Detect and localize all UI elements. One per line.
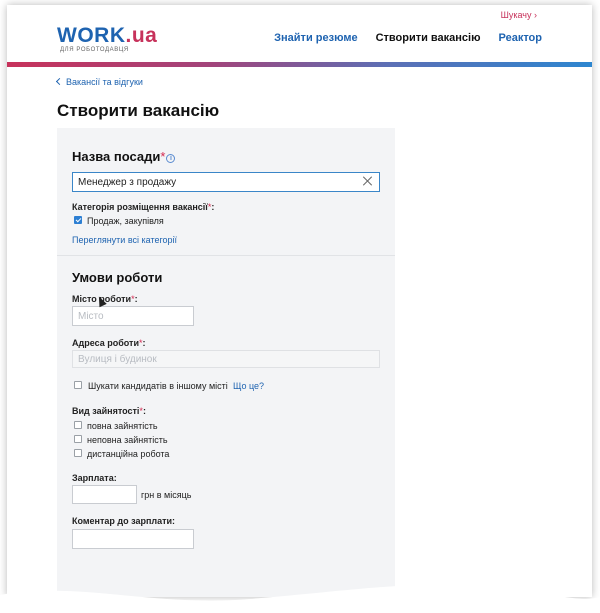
city-label: Місто роботи*: (72, 294, 138, 304)
info-icon[interactable]: i (166, 154, 175, 163)
category-checkbox[interactable] (74, 216, 82, 224)
other-city-checkbox[interactable] (74, 381, 82, 389)
header-stripe (7, 62, 592, 67)
city-label-text: Місто роботи (72, 294, 132, 304)
logo[interactable] (57, 25, 157, 53)
nav-reactor[interactable]: Реактор (498, 32, 542, 44)
required-mark: * (139, 338, 143, 348)
city-placeholder: Місто (78, 310, 104, 322)
position-title-text: Назва посади (72, 149, 161, 164)
full-time-checkbox[interactable] (74, 421, 82, 429)
employment-type-label: Вид зайнятості*: (72, 406, 146, 416)
breadcrumb-label: Вакансії та відгуки (66, 77, 143, 87)
view-all-categories-link[interactable]: Переглянути всі категорії (72, 235, 178, 245)
address-input[interactable] (72, 350, 380, 368)
position-title-input[interactable] (72, 172, 380, 192)
work-conditions-heading: Умови роботи (72, 270, 163, 285)
main-nav (274, 32, 542, 44)
browser-frame (7, 5, 592, 597)
logo-tagline: ДЛЯ РОБОТОДАВЦЯ (60, 47, 129, 53)
address-label-text: Адреса роботи (72, 338, 139, 348)
category-label: Категорія розміщення вакансії*: (72, 202, 215, 212)
city-input[interactable] (72, 306, 194, 326)
salary-comment-label: Коментар до зарплати: (72, 516, 176, 526)
breadcrumb-back-link[interactable] (57, 77, 143, 87)
full-time-label: повна зайнятість (87, 421, 158, 431)
page-title: Створити вакансію (57, 101, 220, 120)
required-mark: * (139, 406, 143, 416)
logo-ua: .ua (125, 24, 158, 47)
address-placeholder: Вулиця і будинок (78, 353, 157, 365)
other-city-label: Шукати кандидатів в іншому місті (88, 381, 228, 391)
required-mark: * (131, 294, 135, 304)
category-label-text: Категорія розміщення вакансії (72, 202, 208, 212)
salary-input[interactable] (72, 485, 137, 504)
remote-label: дистанційна робота (87, 449, 170, 459)
vacancy-form (57, 128, 395, 597)
chevron-left-icon (56, 78, 63, 85)
nav-create-vacancy[interactable]: Створити вакансію (375, 32, 481, 44)
position-title-value: Менеджер з продажу (78, 176, 177, 188)
logo-work: WORK (57, 24, 126, 47)
category-option-label: Продаж, закупівля (87, 216, 164, 226)
required-mark: * (207, 202, 212, 212)
position-title-heading (72, 149, 175, 164)
job-seeker-link[interactable]: Шукачу › (500, 10, 537, 20)
salary-label: Зарплата: (72, 473, 117, 483)
part-time-label: неповна зайнятість (87, 435, 168, 445)
part-time-checkbox[interactable] (74, 435, 82, 443)
remote-checkbox[interactable] (74, 449, 82, 457)
salary-comment-input[interactable] (72, 529, 194, 549)
what-is-this-link[interactable]: Що це? (233, 381, 265, 391)
employment-label-text: Вид зайнятості (72, 406, 140, 416)
nav-find-resume[interactable]: Знайти резюме (274, 32, 358, 44)
address-label: Адреса роботи*: (72, 338, 146, 348)
section-divider (57, 255, 395, 256)
logo-wordmark (57, 25, 157, 46)
salary-unit: грн в місяць (141, 490, 192, 500)
required-mark: * (160, 149, 166, 164)
clear-icon[interactable] (363, 176, 373, 186)
